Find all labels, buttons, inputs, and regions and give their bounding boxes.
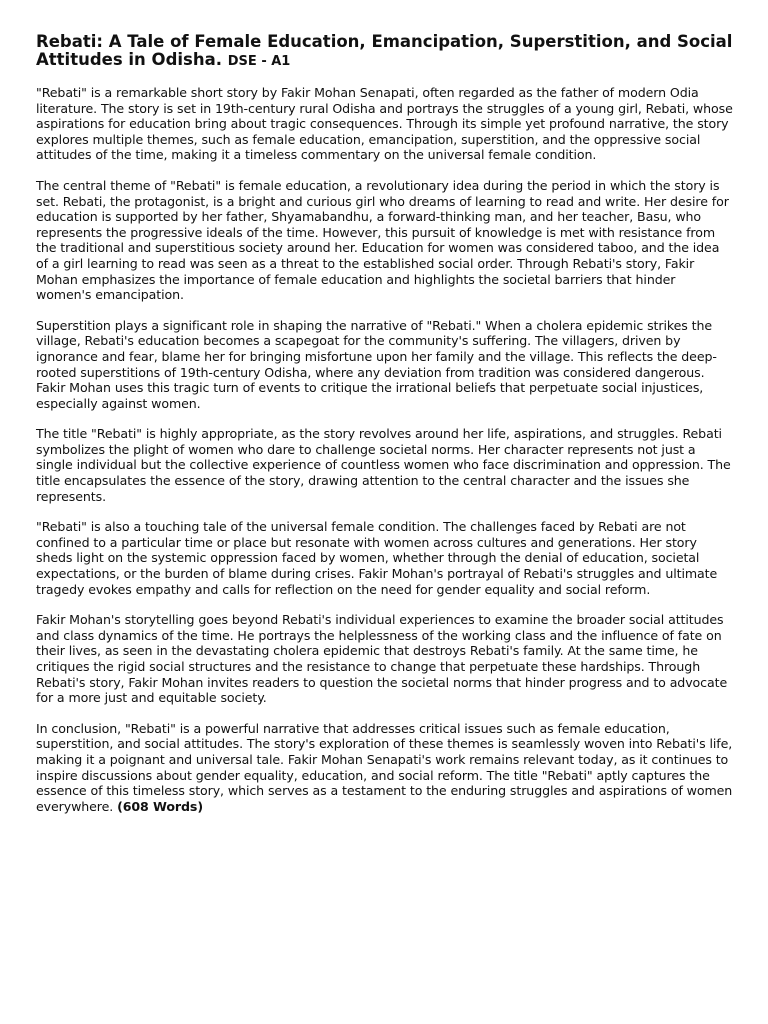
page-title — [36, 33, 734, 71]
document-page — [36, 33, 734, 829]
conclusion-text: In conclusion, "Rebati" is a powerful narrative that addresses critical issues such as female education, superstition, and social attitudes. The story's exploration of these themes is seamlessly woven into Rebati's life, making it a poignant and universal tale. Fakir Mohan Senapati's work remains relevant today, as it continues to inspire discussions about gender equality, education, and social reform. The title "Rebati" aptly captures the essence of this timeless story, which serves as a testament to the enduring struggles and aspirations of women everywhere. — [36, 720, 733, 814]
paragraph-title-significance: The title "Rebati" is highly appropriate, as the story revolves around her life, aspirations, and struggles. Rebati symbolizes the plight of women who dare to challenge societal norms. Her character represents not just a single individual but the collective experience of countless women who face discrimination and oppression. The title encapsulates the essence of the story, drawing attention to the central character and the issues she represents. — [36, 426, 731, 504]
paragraph-introduction: "Rebati" is a remarkable short story by Fakir Mohan Senapati, often regarded as the father of modern Odia literature. The story is set in 19th-century rural Odisha and portrays the struggles of a young girl, Rebati, whose aspirations for education bring about tragic consequences. Through its simple yet profound narrative, the story explores multiple themes, such as female education, emancipation, superstition, and the oppressive social attitudes of the time, making it a timeless commentary on the universal female condition. — [36, 85, 733, 163]
paragraph-conclusion — [36, 721, 734, 815]
paragraph-superstition: Superstition plays a significant role in shaping the narrative of "Rebati." When a cholera epidemic strikes the village, Rebati's education becomes a scapegoat for the community's suffering. The villagers, driven by ignorance and fear, blame her for bringing misfortune upon her family and the village. This reflects the deep-rooted superstitions of 19th-century Odisha, where any deviation from tradition was considered dangerous. Fakir Mohan uses this tragic turn of events to critique the irrational beliefs that perpetuate social injustices, especially against women. — [36, 317, 717, 411]
title-text: Rebati: A Tale of Female Education, Emancipation, Superstition, and Social Attitudes in Odisha. — [36, 32, 733, 69]
word-count: (608 Words) — [117, 798, 203, 814]
paragraph-universal-condition: "Rebati" is also a touching tale of the universal female condition. The challenges faced by Rebati are not confined to a particular time or place but resonate with women across cultures and generations. Her story sheds light on the systemic oppression faced by women, whether through the denial of education, societal expectations, or the burden of blame during crises. Fakir Mohan's portrayal of Rebati's struggles and ultimate tragedy evokes empathy and calls for reflection on the need for gender equality and social reform. — [36, 519, 718, 597]
paragraph-social-attitudes: Fakir Mohan's storytelling goes beyond Rebati's individual experiences to examine the broader social attitudes and class dynamics of the time. He portrays the helplessness of the working class and the influence of fate on their lives, as seen in the devastating cholera epidemic that destroys Rebati's family. At the same time, he critiques the rigid social structures and the resistance to change that perpetuate these hardships. Through Rebati's story, Fakir Mohan invites readers to question the societal norms that hinder progress and to advocate for a more just and equitable society. — [36, 612, 728, 706]
course-tag: DSE - A1 — [227, 54, 291, 69]
paragraph-female-education: The central theme of "Rebati" is female education, a revolutionary idea during the period in which the story is set. Rebati, the protagonist, is a bright and curious girl who dreams of learning to read and write. Her desire for education is supported by her father, Shyamabandhu, a forward-thinking man, and her teacher, Basu, who represents the progressive ideals of the time. However, this pursuit of knowledge is met with resistance from the traditional and superstitious society around her. Education for women was considered taboo, and the idea of a girl learning to read was seen as a threat to the established social order. Through Rebati's story, Fakir Mohan emphasizes the importance of female education and highlights the societal barriers that hinder women's emancipation. — [36, 177, 729, 303]
